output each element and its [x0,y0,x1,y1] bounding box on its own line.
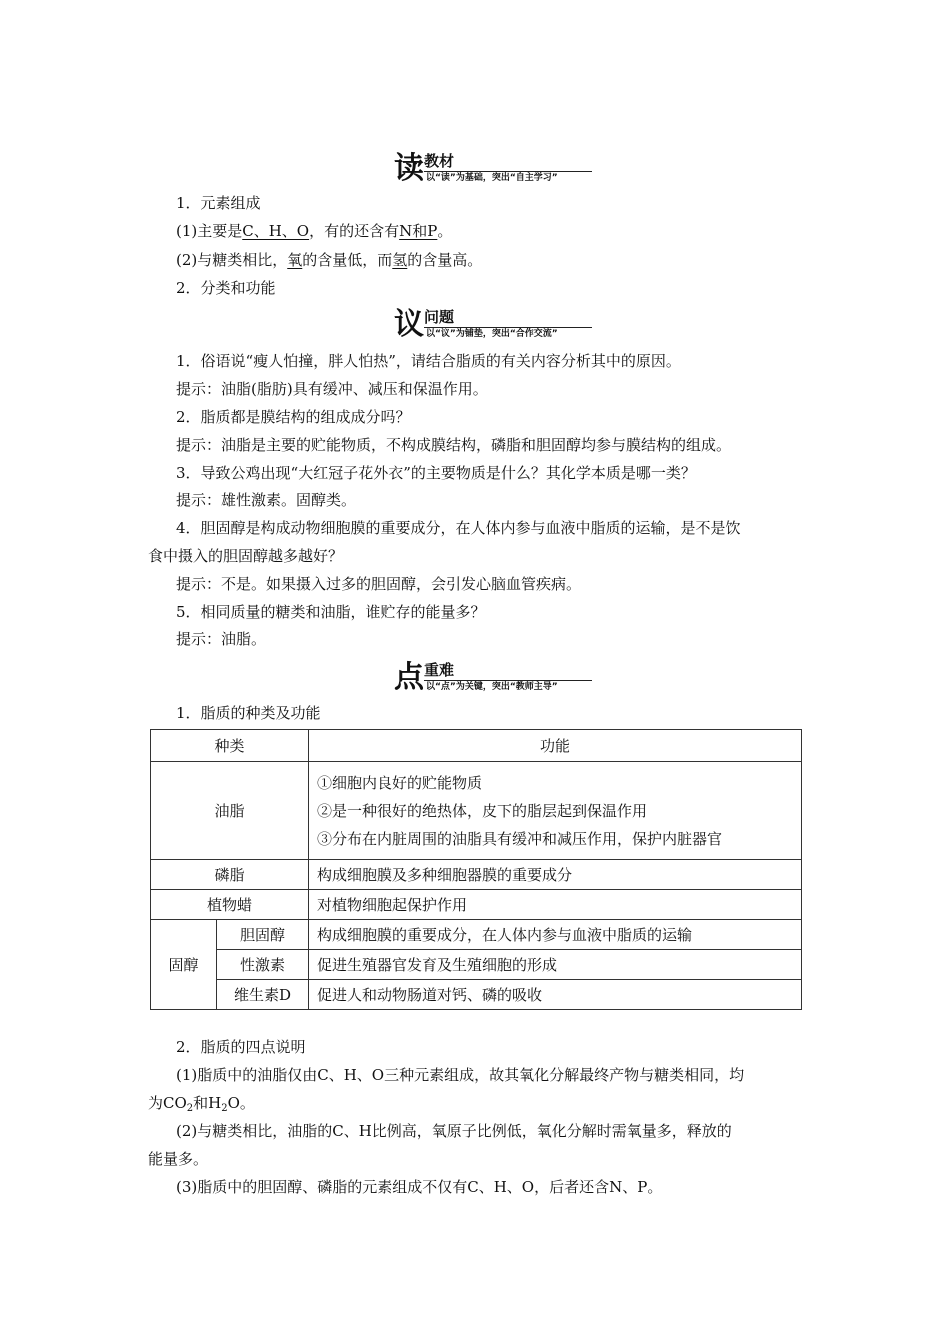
discuss-banner-subtitle: 以“议”为铺垫，突出“合作交流” [426,329,558,339]
underlined-answer: 氢 [392,251,408,269]
answer-5: 提示：油脂。 [176,630,267,648]
oil-function-3: ③分布在内脏周围的油脂具有缓冲和减压作用，保护内脏器官 [317,829,723,848]
point-banner-subtitle: 以“点”为关键，突出“教师主导” [426,682,558,692]
read-banner-char: 读 [394,151,424,186]
underlined-answer: 氧 [287,251,303,269]
question-5: 5．相同质量的糖类和油脂，谁贮存的能量多？ [176,603,486,621]
text: 的含量高。 [407,251,483,269]
kind-phospholipid: 磷脂 [151,860,309,890]
header-kind: 种类 [151,730,309,762]
read-para-1 [176,221,452,241]
subscript: 2 [221,1103,228,1114]
banner-rule [424,680,592,681]
note-2-line-1: (2)与糖类相比，油脂的C、H比例高，氧原子比例低，氧化分解时需氧量多，释放的 [176,1122,732,1140]
question-3: 3．导致公鸡出现“大红冠子花外衣”的主要物质是什么？其化学本质是哪一类？ [176,464,696,482]
table-row [151,920,802,950]
note-2-line-2: 能量多。 [148,1150,209,1168]
note-1-line-2 [148,1093,255,1119]
phospholipid-function: 构成细胞膜及多种细胞器膜的重要成分 [309,860,802,890]
table-row [151,762,802,860]
oil-function-2: ②是一种很好的绝热体，皮下的脂层起到保温作用 [317,801,648,820]
read-para-2 [176,250,482,270]
subscript: 2 [186,1103,194,1114]
table-row [151,890,802,920]
text: (2)与糖类相比， [176,251,288,269]
question-2: 2．脂质都是膜结构的组成成分吗？ [176,408,411,426]
read-heading-2: 2．分类和功能 [176,279,276,297]
note-3: (3)脂质中的胆固醇、磷脂的元素组成不仅有C、H、O，后者还含N、P。 [176,1178,663,1196]
kind-sex-hormone: 性激素 [217,950,309,980]
discuss-banner [394,308,594,342]
plant-wax-function: 对植物细胞起保护作用 [309,890,802,920]
question-4-line-2: 食中摄入的胆固醇越多越好？ [148,547,344,565]
vitamin-d-function: 促进人和动物肠道对钙、磷的吸收 [309,980,802,1010]
underlined-answer: C、H、O [242,222,310,240]
banner-rule [424,327,592,328]
answer-2: 提示：油脂是主要的贮能物质，不构成膜结构，磷脂和胆固醇均参与膜结构的组成。 [176,436,732,454]
kind-oil: 油脂 [151,762,309,860]
point-heading-2: 2．脂质的四点说明 [176,1038,306,1056]
discuss-banner-char: 议 [394,307,424,342]
question-1: 1．俗语说“瘦人怕撞，胖人怕热”，请结合脂质的有关内容分析其中的原因。 [176,352,681,370]
text: ，有的还含有 [309,222,400,240]
read-heading-1: 1．元素组成 [176,194,261,212]
read-banner [394,152,594,186]
lipid-types-table [150,729,802,1010]
kind-sterol: 固醇 [151,920,217,1010]
kind-plant-wax: 植物蜡 [151,890,309,920]
read-banner-title: 教材 [424,152,455,170]
text: 为CO [148,1094,187,1112]
underlined-answer: N和P [399,222,438,240]
oil-functions [309,762,802,860]
table-row [151,860,802,890]
cholesterol-function: 构成细胞膜的重要成分，在人体内参与血液中脂质的运输 [309,920,802,950]
text: 的含量低，而 [302,251,393,269]
banner-rule [424,171,592,172]
text: 和H [193,1094,222,1112]
text: 。 [437,222,453,240]
read-banner-subtitle: 以“读”为基础，突出“自主学习” [426,173,558,183]
answer-1: 提示：油脂(脂肪)具有缓冲、减压和保温作用。 [176,380,488,398]
table-row [151,950,802,980]
discuss-banner-title: 问题 [424,308,455,326]
table-row [151,980,802,1010]
text: O。 [227,1094,255,1112]
kind-cholesterol: 胆固醇 [217,920,309,950]
question-4-line-1: 4．胆固醇是构成动物细胞膜的重要成分，在人体内参与血液中脂质的运输，是不是饮 [176,519,741,537]
header-function: 功能 [309,730,802,762]
table-header-row [151,730,802,762]
answer-3: 提示：雄性激素。固醇类。 [176,491,357,509]
note-1-line-1: (1)脂质中的油脂仅由C、H、O三种元素组成，故其氧化分解最终产物与糖类相同，均 [176,1066,745,1084]
kind-vitamin-d: 维生素D [217,980,309,1010]
oil-function-1: ①细胞内良好的贮能物质 [317,773,483,792]
point-banner-title: 重难 [424,661,455,679]
sex-hormone-function: 促进生殖器官发育及生殖细胞的形成 [309,950,802,980]
point-banner [394,661,594,695]
point-banner-char: 点 [394,660,424,695]
point-heading-1: 1．脂质的种类及功能 [176,704,321,722]
answer-4: 提示：不是。如果摄入过多的胆固醇，会引发心脑血管疾病。 [176,575,582,593]
text: (1)主要是 [176,222,243,240]
